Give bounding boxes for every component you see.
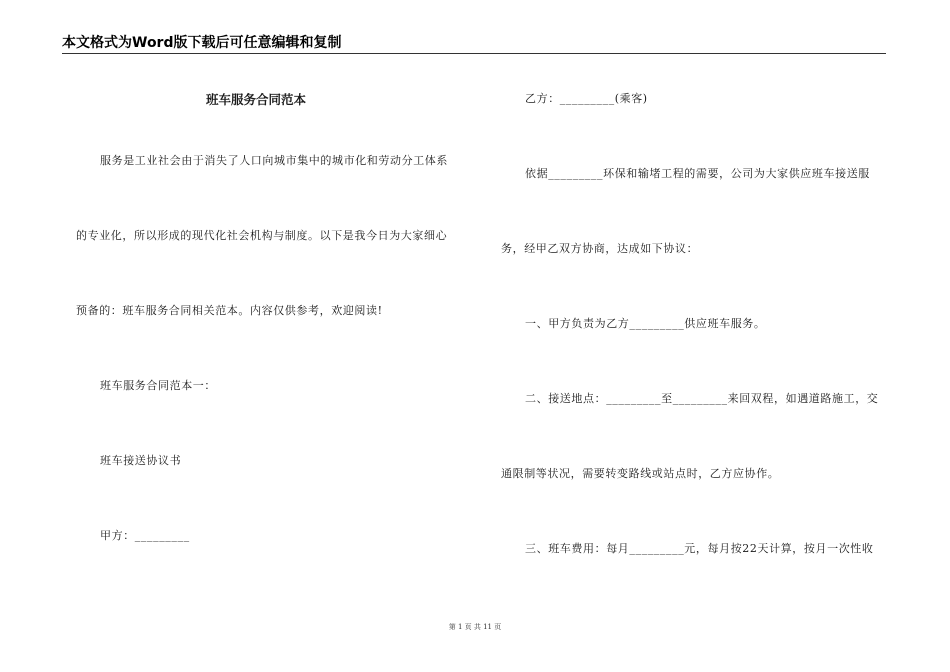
document-banner: 本文格式为Word版下载后可任意编辑和复制 [62, 35, 342, 51]
party-b-line: 乙方：_________(乘客) [525, 92, 648, 105]
clause-2: 二、接送地点：_________至_________来回双程，如遇道路施工，交 [525, 392, 879, 405]
clause-1: 一、甲方负责为乙方_________供应班车服务。 [525, 317, 766, 330]
clause-3: 三、班车费用：每月_________元，每月按22天计算，按月一次性收 [525, 542, 874, 555]
document-title: 班车服务合同范本 [206, 92, 307, 107]
page-number: 第 1 页 共 11 页 [448, 623, 502, 631]
agreement-title: 班车接送协议书 [100, 454, 182, 467]
paragraph-line: 务，经甲乙双方协商，达成如下协议： [501, 242, 699, 255]
paragraph-line: 服务是工业社会由于消失了人口向城市集中的城市化和劳动分工体系 [100, 154, 448, 167]
paragraph-line: 的专业化，所以形成的现代化社会机构与制度。以下是我今日为大家细心 [76, 229, 448, 242]
paragraph-line: 预备的：班车服务合同相关范本。内容仅供参考，欢迎阅读! [76, 304, 383, 317]
party-a-line: 甲方：_________ [100, 529, 190, 542]
banner-divider [62, 53, 886, 54]
paragraph-line: 依据_________环保和输堵工程的需要，公司为大家供应班车接送服 [525, 167, 870, 180]
paragraph-line: 通限制等状况，需要转变路线或站点时，乙方应协作。 [501, 467, 780, 480]
section-heading: 班车服务合同范本一： [100, 379, 216, 392]
